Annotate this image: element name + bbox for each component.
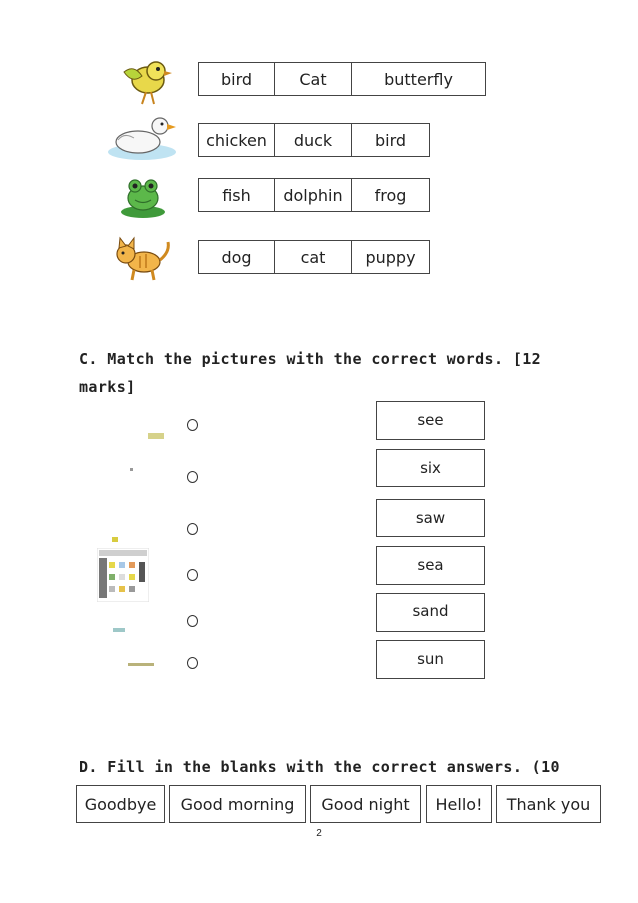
cat-icon	[110, 234, 174, 282]
picture-4	[97, 548, 149, 602]
match-dot[interactable]	[187, 569, 198, 581]
answer-option[interactable]: Goodbye	[76, 785, 165, 823]
word-option[interactable]: frog	[374, 185, 407, 205]
match-word-box[interactable]: sun	[376, 640, 485, 679]
section-d-heading: D. Fill in the blanks with the correct answers. (10	[79, 758, 560, 776]
page-number: 2	[316, 828, 322, 839]
word-option[interactable]: chicken	[199, 124, 275, 156]
word-row-duck	[198, 123, 430, 157]
picture-1	[148, 433, 164, 439]
word-option[interactable]: bird	[374, 130, 407, 150]
section-c-heading-line2: marks]	[79, 378, 136, 396]
picture-2	[130, 468, 133, 471]
word-row-cat	[198, 240, 430, 274]
match-dot[interactable]	[187, 523, 198, 535]
match-word-box[interactable]: saw	[376, 499, 485, 537]
match-dot[interactable]	[187, 615, 198, 627]
word-option[interactable]: fish	[199, 179, 275, 211]
match-word-box[interactable]: six	[376, 449, 485, 487]
match-dot[interactable]	[187, 657, 198, 669]
word-option[interactable]: butterfly	[384, 69, 453, 89]
word-option[interactable]: puppy	[365, 247, 416, 267]
picture-5	[113, 628, 125, 632]
answer-option[interactable]: Good night	[310, 785, 421, 823]
word-option[interactable]: dog	[199, 241, 275, 273]
picture-3	[112, 537, 118, 542]
match-word-box[interactable]: see	[376, 401, 485, 440]
word-row-bird	[198, 62, 486, 96]
duck-icon	[104, 110, 180, 162]
match-word-box[interactable]: sea	[376, 546, 485, 585]
answer-option[interactable]: Thank you	[496, 785, 601, 823]
match-dot[interactable]	[187, 419, 198, 431]
match-dot[interactable]	[187, 471, 198, 483]
word-option[interactable]: Cat	[275, 63, 352, 95]
frog-icon	[118, 174, 168, 220]
answer-option[interactable]: Good morning	[169, 785, 306, 823]
bird-icon	[118, 54, 174, 106]
word-row-frog	[198, 178, 430, 212]
match-word-box[interactable]: sand	[376, 593, 485, 632]
word-option[interactable]: duck	[275, 124, 352, 156]
picture-6	[128, 663, 154, 666]
section-c-heading-line1: C. Match the pictures with the correct words. [12	[79, 350, 542, 368]
word-option[interactable]: bird	[199, 63, 275, 95]
word-option[interactable]: cat	[275, 241, 352, 273]
word-option[interactable]: dolphin	[275, 179, 352, 211]
answer-option[interactable]: Hello!	[426, 785, 492, 823]
